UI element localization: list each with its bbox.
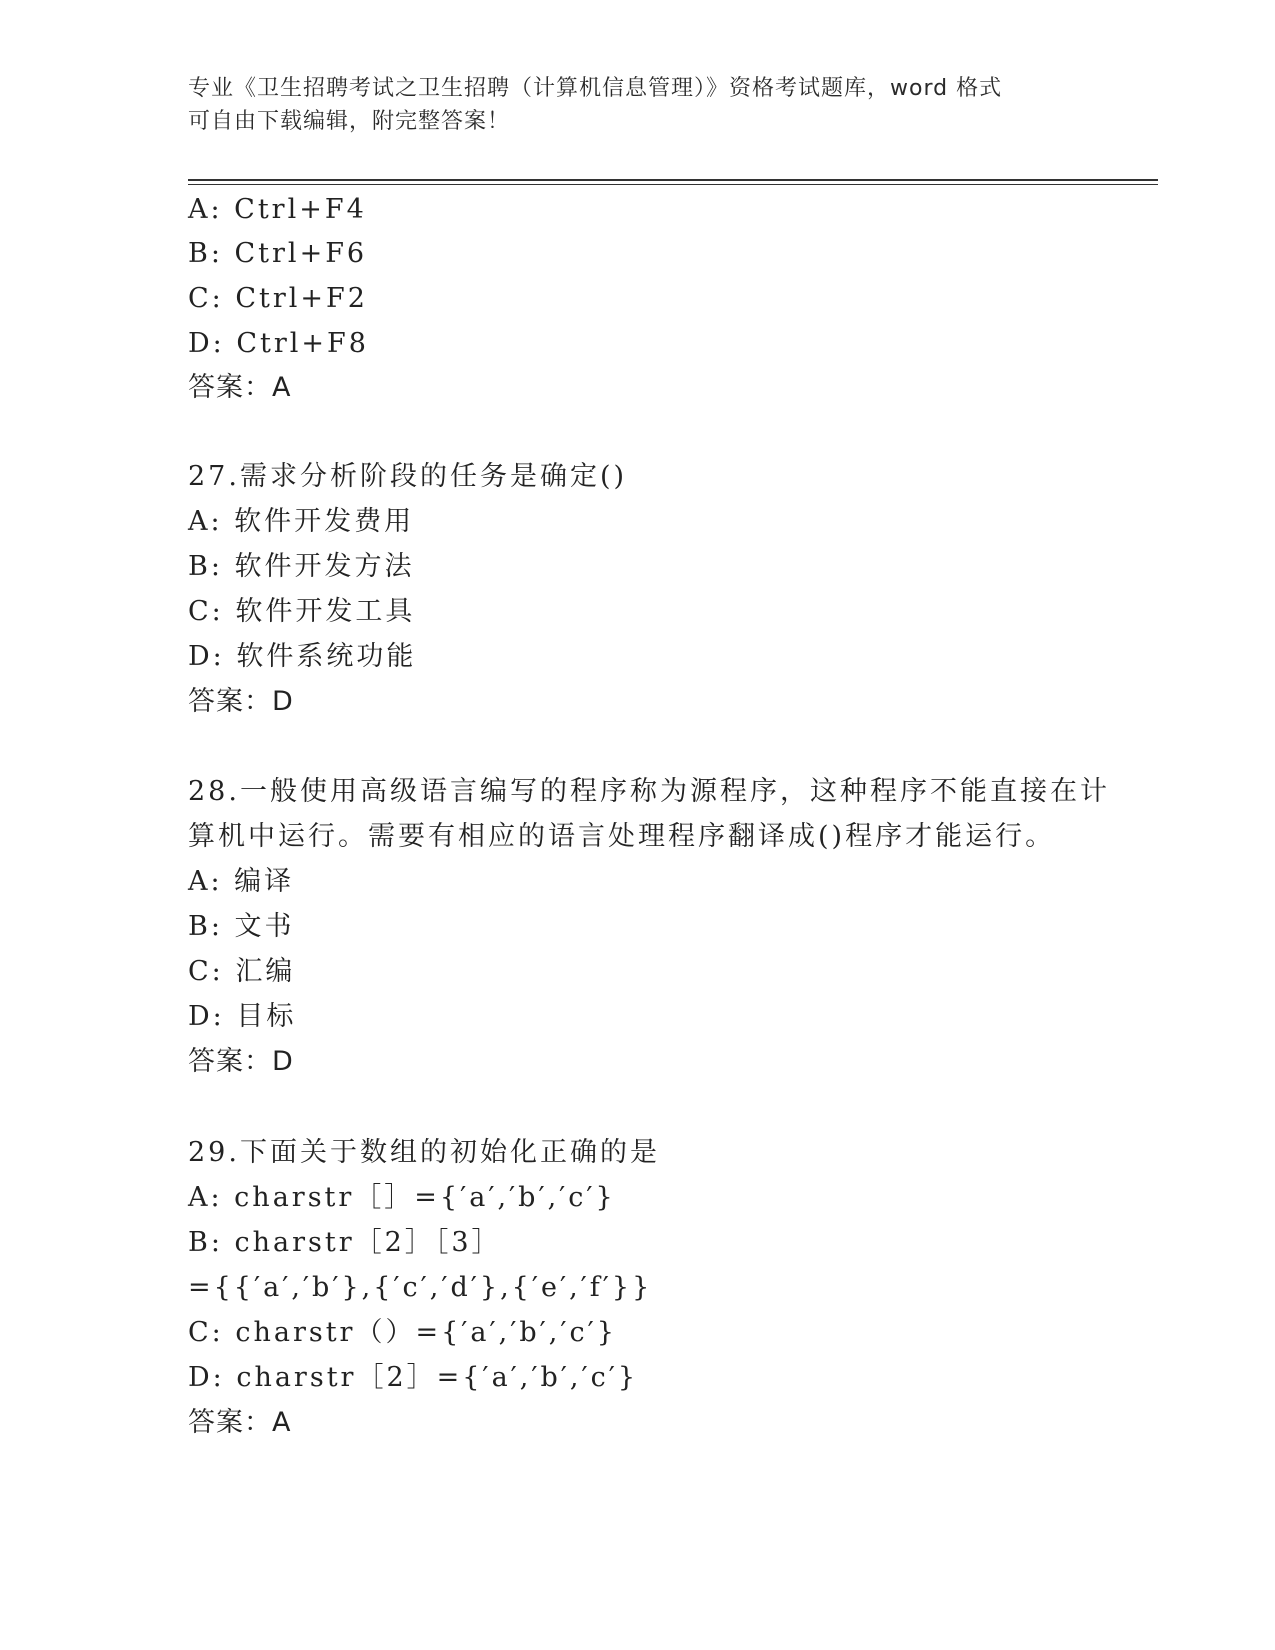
header-title-line-2: 可自由下载编辑，附完整答案！ [188,109,511,134]
q28-question-line-2: 算机中运行。需要有相应的语言处理程序翻译成()程序才能运行。 [188,821,1056,852]
q27-option-c: C: 软件开发工具 [188,596,416,627]
q29-option-a: A: charstr［］={′a′,′b′,′c′} [188,1182,616,1213]
q27-option-a: A: 软件开发费用 [188,506,415,537]
q26-answer: 答案：A [188,372,292,403]
q27-answer: 答案：D [188,686,294,717]
q27-question: 27.需求分析阶段的任务是确定() [188,461,628,492]
q26-option-d: D: Ctrl+F8 [188,328,369,359]
q29-option-c: C: charstr（）={′a′,′b′,′c′} [188,1317,617,1348]
header-title-line-1: 专业《卫生招聘考试之卫生招聘（计算机信息管理）》资格考试题库，word 格式 [188,76,1003,101]
q29-answer: 答案：A [188,1407,292,1438]
q28-option-c: C: 汇编 [188,956,296,987]
q29-question: 29.下面关于数组的初始化正确的是 [188,1137,660,1168]
header-divider-thin [188,184,1158,185]
q28-answer: 答案：D [188,1046,294,1077]
q29-option-d: D: charstr［2］={′a′,′b′,′c′} [188,1362,639,1393]
q28-option-a: A: 编译 [188,866,295,897]
q26-option-c: C: Ctrl+F2 [188,283,368,314]
document-header [188,72,1088,138]
q28-question-line-1: 28.一般使用高级语言编写的程序称为源程序，这种程序不能直接在计 [188,776,1110,807]
q29-option-b-continued: ={{′a′,′b′},{′c′,′d′},{′e′,′f′}} [188,1272,653,1303]
q28-option-b: B: 文书 [188,911,295,942]
q27-option-d: D: 软件系统功能 [188,641,417,672]
q29-option-b: B: charstr［2］［3］ [188,1227,502,1258]
q27-option-b: B: 软件开发方法 [188,551,415,582]
header-divider-thick [188,179,1158,181]
q26-option-b: B: Ctrl+F6 [188,238,368,269]
q26-option-a: A: Ctrl+F4 [188,194,367,225]
q28-option-d: D: 目标 [188,1001,297,1032]
